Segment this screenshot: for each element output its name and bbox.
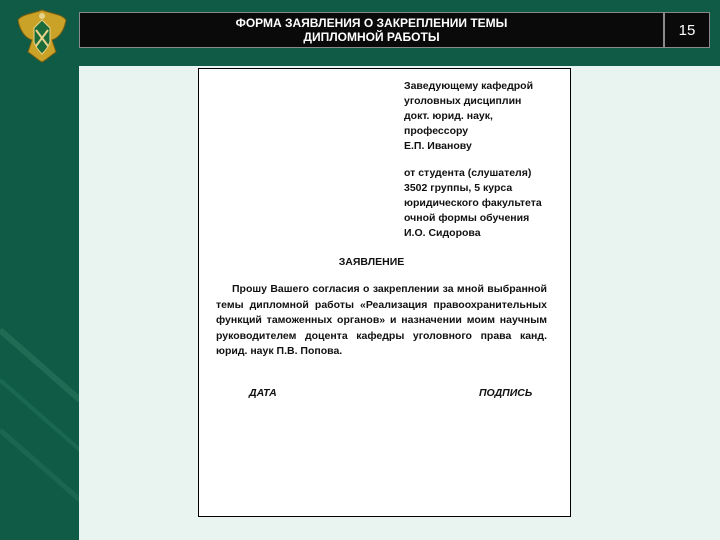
date-label: ДАТА [249,387,277,399]
addressee-line: Е.П. Иванову [404,140,472,152]
addressee-line: уголовных дисциплин [404,95,522,107]
sender-line: юридического факультета [404,197,542,209]
slide-number: 15 [664,12,710,48]
addressee-line: профессору [404,125,469,137]
sender-line: от студента (слушателя) [404,167,532,179]
application-form [198,68,571,517]
signature-label: ПОДПИСЬ [479,387,533,399]
customs-emblem-icon [14,6,70,66]
document-body: Прошу Вашего согласия о закреплении за мной выбранной темы дипломной работы «Реализация правоохранительных функций таможенных органов» и назначении моим научным руководителем доцента кафедры уголовного права канд. юрид. наук П.В. Попова. [216,283,547,357]
document-heading [199,256,572,268]
sender-line: И.О. Сидорова [404,227,481,239]
sender-line: 3502 группы, 5 курса [404,182,513,194]
sender-block [404,166,569,241]
slide-title [79,12,664,48]
addressee-line: Заведующему кафедрой [404,80,534,92]
slide-title-line1: ФОРМА ЗАЯВЛЕНИЯ О ЗАКРЕПЛЕНИИ ТЕМЫ [235,16,508,30]
sender-line: очной формы обучения [404,212,530,224]
slide-title-line2: ДИПЛОМНОЙ РАБОТЫ [303,30,440,44]
addressee-line: докт. юрид. наук, [404,110,493,122]
addressee-block [404,79,569,154]
document-heading-text: ЗАЯВЛЕНИЕ [338,256,405,268]
